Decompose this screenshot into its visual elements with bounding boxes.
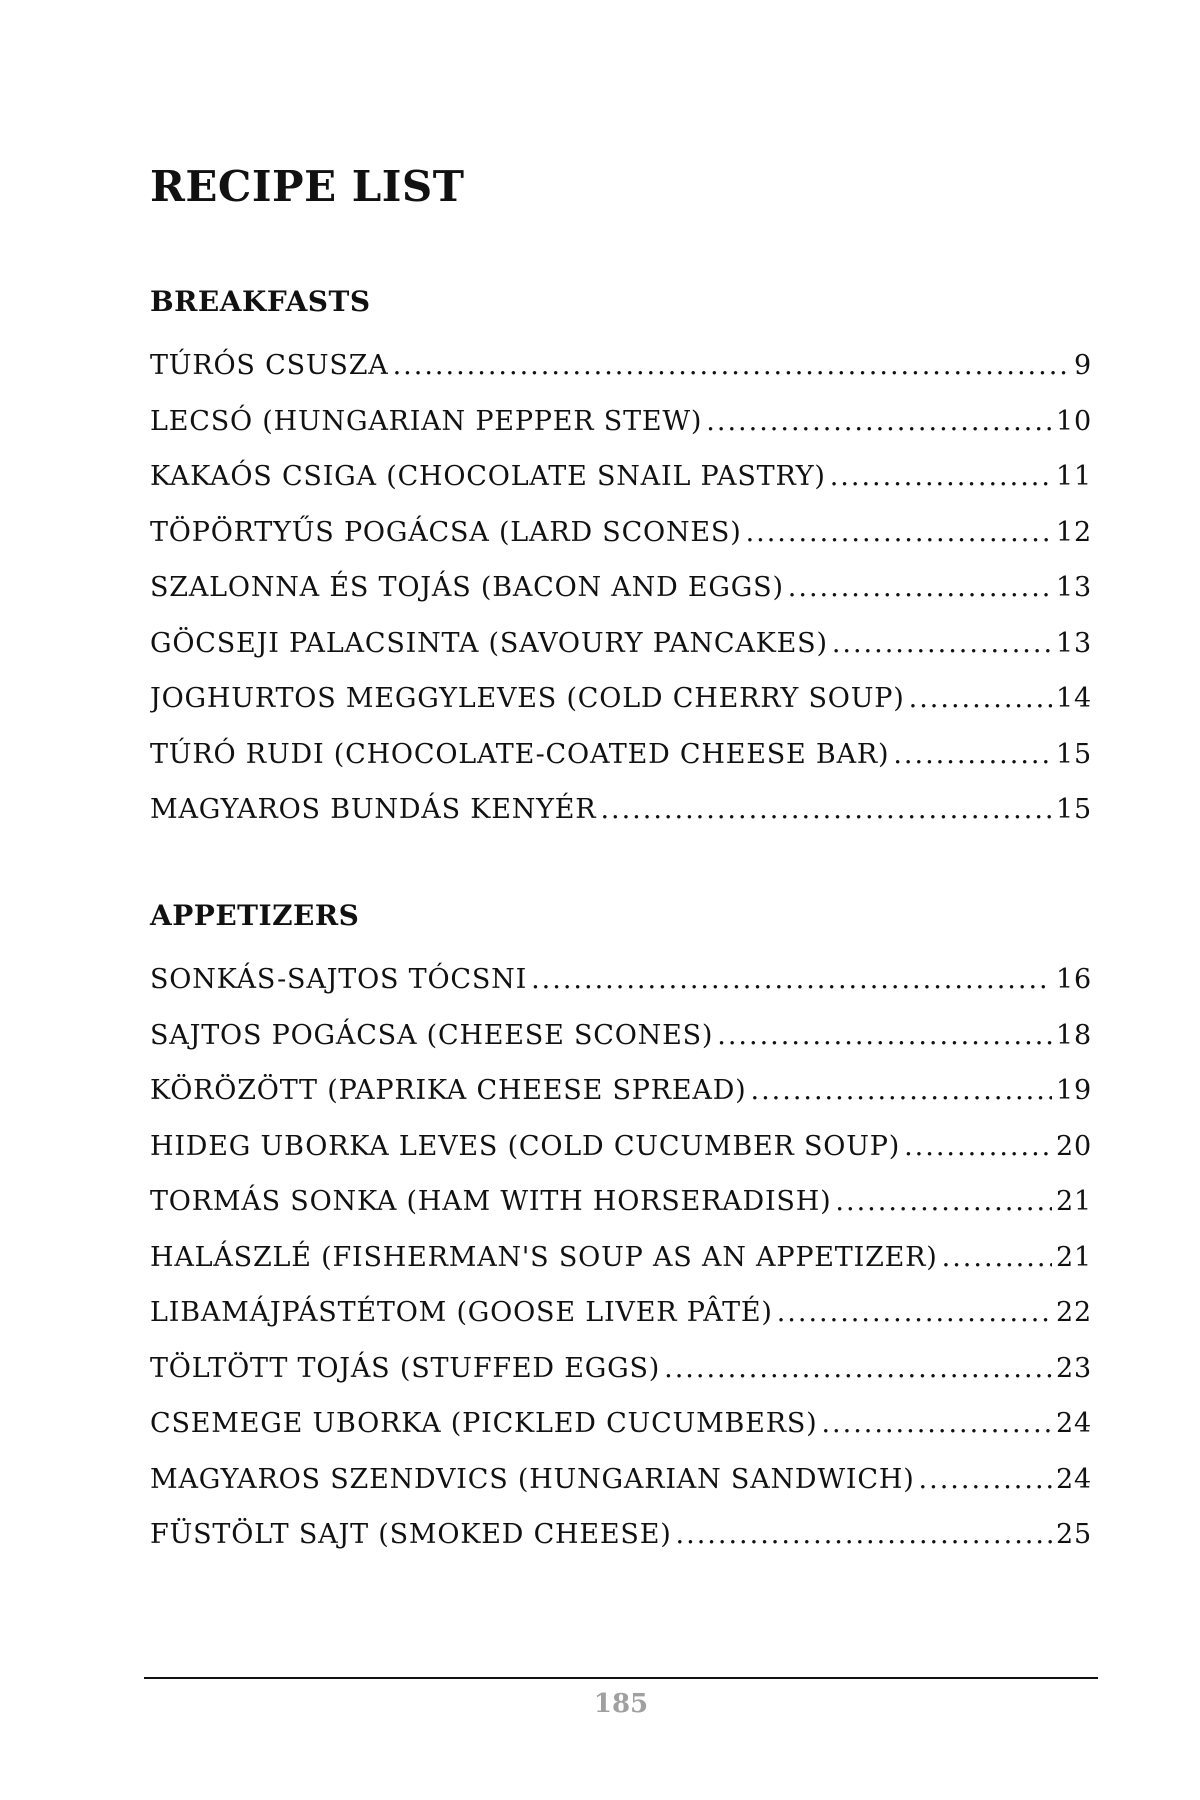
toc-entry-title: HIDEG UBORKA LEVES (COLD CUCUMBER SOUP) [150,1130,901,1162]
toc-entry[interactable] [150,616,1092,672]
toc-entry-page: 22 [1056,1297,1092,1328]
toc-list [150,952,1092,1563]
toc-entry-page: 18 [1056,1019,1092,1051]
toc-list [150,338,1092,838]
toc-entry[interactable] [150,505,1092,561]
toc-entry[interactable] [150,1507,1092,1563]
toc-entry-title: GÖCSEJI PALACSINTA (SAVOURY PANCAKES) [150,627,828,659]
toc-entry-page: 21 [1056,1186,1092,1217]
toc-entry[interactable] [150,1341,1092,1397]
dot-leader [676,1507,1052,1563]
dot-leader [393,338,1070,394]
toc-entry-title: SAJTOS POGÁCSA (CHEESE SCONES) [150,1019,714,1051]
dot-leader [942,1230,1052,1286]
toc-entry-title: TÚRÓS CSUSZA [150,350,389,381]
dot-leader [664,1341,1052,1397]
toc-entry-title: TORMÁS SONKA (HAM WITH HORSERADISH) [150,1186,832,1217]
page-title: RECIPE LIST [150,162,465,211]
toc-entry-title: LIBAMÁJPÁSTÉTOM (GOOSE LIVER PÂTÉ) [150,1297,773,1328]
dot-leader [717,1008,1052,1064]
toc-entry[interactable] [150,1396,1092,1452]
dot-leader [746,505,1052,561]
toc-entry[interactable] [150,338,1092,394]
toc-entry-title: MAGYAROS SZENDVICS (HUNGARIAN SANDWICH) [150,1463,915,1495]
dot-leader [904,1119,1052,1175]
section-heading: BREAKFASTS [150,285,371,318]
toc-entry[interactable] [150,449,1092,505]
toc-entry[interactable] [150,1452,1092,1508]
toc-entry-title: JOGHURTOS MEGGYLEVES (COLD CHERRY SOUP) [150,683,905,714]
dot-leader [832,616,1052,672]
dot-leader [531,952,1052,1008]
toc-entry-page: 24 [1056,1463,1092,1495]
toc-entry-title: MAGYAROS BUNDÁS KENYÉR [150,794,597,825]
toc-entry-page: 15 [1056,794,1092,825]
toc-entry[interactable] [150,560,1092,616]
dot-leader [706,394,1052,450]
dot-leader [821,1396,1052,1452]
toc-entry-page: 10 [1056,405,1092,437]
toc-entry-page: 14 [1056,683,1092,714]
dot-leader [830,449,1052,505]
toc-entry[interactable] [150,671,1092,727]
toc-entry-page: 20 [1056,1130,1092,1162]
dot-leader [919,1452,1053,1508]
section-breakfasts [150,278,1092,838]
dot-leader [600,782,1052,838]
toc-entry[interactable] [150,1285,1092,1341]
page-number: 185 [593,1689,649,1719]
toc-entry-page: 25 [1056,1519,1092,1550]
toc-entry-title: KÖRÖZÖTT (PAPRIKA CHEESE SPREAD) [150,1075,747,1106]
toc-entry[interactable] [150,1063,1092,1119]
toc-entry-title: TÚRÓ RUDI (CHOCOLATE-COATED CHEESE BAR) [150,738,890,770]
toc-entry-page: 13 [1056,572,1092,603]
toc-entry[interactable] [150,1174,1092,1230]
toc-entry[interactable] [150,782,1092,838]
toc-entry-title: SZALONNA ÉS TOJÁS (BACON AND EGGS) [150,572,784,603]
toc-entry-page: 9 [1074,350,1092,381]
toc-entry[interactable] [150,1230,1092,1286]
toc-entry-page: 13 [1056,627,1092,659]
toc-entry-page: 19 [1056,1075,1092,1106]
toc-entry[interactable] [150,1008,1092,1064]
toc-entry-title: SONKÁS-SAJTOS TÓCSNI [150,964,528,995]
section-heading: APPETIZERS [150,899,360,932]
toc-entry[interactable] [150,952,1092,1008]
toc-entry-page: 16 [1056,964,1092,995]
dot-leader [788,560,1052,616]
toc-entry-title: FÜSTÖLT SAJT (SMOKED CHEESE) [150,1519,672,1550]
toc-entry-page: 11 [1056,461,1092,492]
toc-entry[interactable] [150,727,1092,783]
dot-leader [835,1174,1052,1230]
toc-entry-title: CSEMEGE UBORKA (PICKLED CUCUMBERS) [150,1408,818,1439]
footer-divider [144,1677,1098,1679]
dot-leader [750,1063,1052,1119]
toc-entry-title: LECSÓ (HUNGARIAN PEPPER STEW) [150,405,703,437]
toc-entry-page: 15 [1056,738,1092,770]
toc-entry[interactable] [150,394,1092,450]
toc-entry-title: HALÁSZLÉ (FISHERMAN'S SOUP AS AN APPETIZER) [150,1241,938,1273]
toc-entry-title: KAKAÓS CSIGA (CHOCOLATE SNAIL PASTRY) [150,461,826,492]
dot-leader [777,1285,1052,1341]
toc-entry[interactable] [150,1119,1092,1175]
toc-entry-page: 12 [1056,516,1092,548]
section-appetizers [150,892,1092,1563]
toc-entry-page: 23 [1056,1352,1092,1384]
dot-leader [909,671,1052,727]
toc-entry-page: 24 [1056,1408,1092,1439]
toc-entry-page: 21 [1056,1241,1092,1273]
toc-entry-title: TÖLTÖTT TOJÁS (STUFFED EGGS) [150,1352,661,1384]
dot-leader [893,727,1052,783]
toc-entry-title: TÖPÖRTYŰS POGÁCSA (LARD SCONES) [150,516,742,548]
